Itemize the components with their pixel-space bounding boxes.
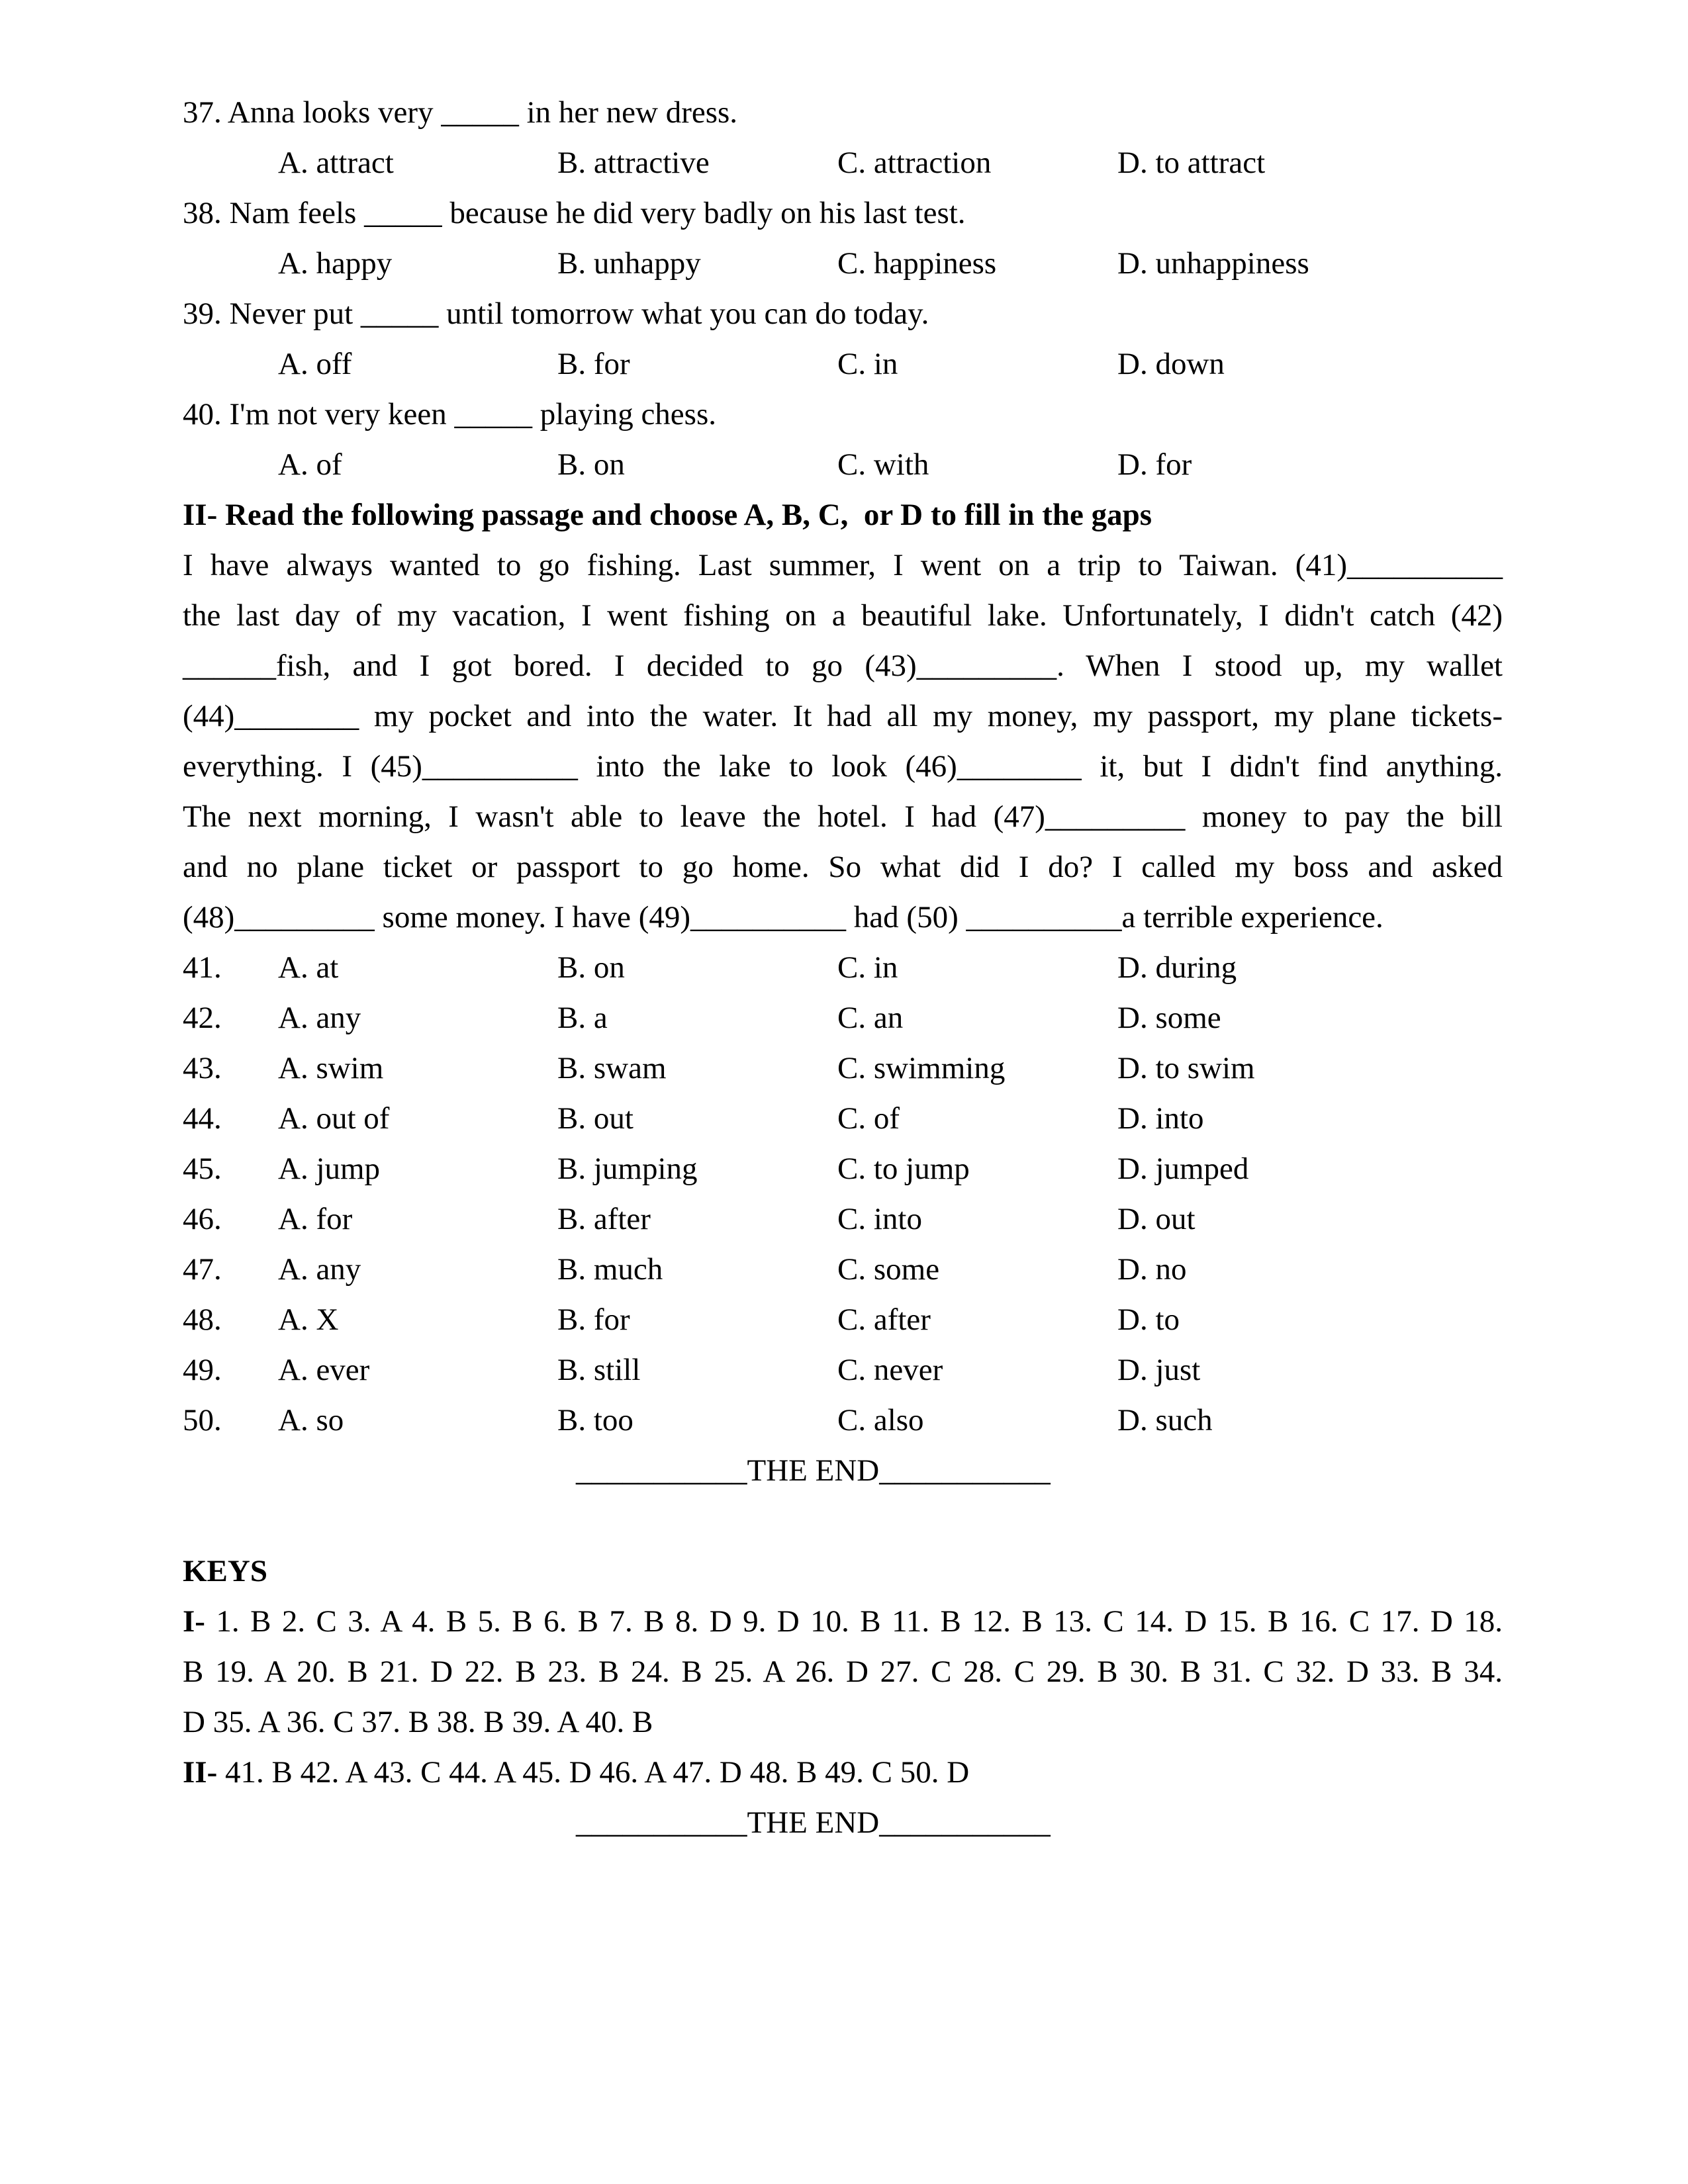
question-38-stem: 38. Nam feels _____ because he did very badly on his last test. [183,196,966,230]
item-48-option-b: B. for [557,1302,630,1337]
item-43-number: 43. [183,1051,222,1085]
item-41-option-b: B. on [557,950,625,985]
question-38-option-b: B. unhappy [557,246,701,281]
item-41-option-c: C. in [837,950,898,985]
section-2-heading: II- Read the following passage and choose A, B, C, or D to fill in the gaps [183,498,1152,532]
question-39-option-d: D. down [1117,347,1225,381]
question-40-option-b: B. on [557,447,625,482]
question-39-option-c: C. in [837,347,898,381]
passage-line: (44)________ my pocket and into the water. It had all my money, my passport, my plane tickets- [183,699,1503,733]
item-49-number: 49. [183,1353,222,1387]
passage-line: ______fish, and I got bored. I decided to go (43)_________. When I stood up, my wallet [183,649,1503,683]
item-47-option-a: A. any [278,1252,361,1287]
item-42-option-b: B. a [557,1001,608,1035]
keys-part-1-text: 1. B 2. C 3. A 4. B 5. B 6. B 7. B 8. D 9. D 10. B 11. B 12. B 13. C 14. D 15. B 16. C 17. D 18. [205,1604,1503,1639]
passage-line: and no plane ticket or passport to go home. So what did I do? I called my boss and asked [183,850,1503,884]
keys-part-2-text: 41. B 42. A 43. C 44. A 45. D 46. A 47. D 48. B 49. C 50. D [217,1755,970,1790]
item-47-number: 47. [183,1252,222,1287]
item-49-option-b: B. still [557,1353,641,1387]
keys-part-1-label: I- [183,1604,205,1639]
question-40-option-d: D. for [1117,447,1192,482]
passage-line: I have always wanted to go fishing. Last summer, I went on a trip to Taiwan. (41)__________ [183,548,1503,582]
item-50-option-c: C. also [837,1403,924,1437]
item-42-option-d: D. some [1117,1001,1221,1035]
item-47-option-c: C. some [837,1252,940,1287]
question-40-option-a: A. of [278,447,342,482]
item-42-option-c: C. an [837,1001,904,1035]
keys-title: KEYS [183,1554,267,1588]
item-42-option-a: A. any [278,1001,361,1035]
item-41-option-a: A. at [278,950,339,985]
question-38-option-a: A. happy [278,246,393,281]
passage-line: The next morning, I wasn't able to leave the hotel. I had (47)_________ money to pay the bill [183,799,1503,834]
item-50-option-d: D. such [1117,1403,1213,1437]
item-47-option-b: B. much [557,1252,663,1287]
question-37-option-a: A. attract [278,146,394,180]
item-43-option-b: B. swam [557,1051,667,1085]
the-end-marker: ___________THE END___________ [576,1453,1051,1488]
question-38-option-d: D. unhappiness [1117,246,1309,281]
item-46-option-d: D. out [1117,1202,1196,1236]
keys-part-1-line: D 35. A 36. C 37. B 38. B 39. A 40. B [183,1705,653,1739]
question-40-option-c: C. with [837,447,929,482]
item-44-option-d: D. into [1117,1101,1204,1136]
item-45-option-a: A. jump [278,1152,381,1186]
item-48-option-a: A. X [278,1302,339,1337]
item-48-option-c: C. after [837,1302,931,1337]
item-50-number: 50. [183,1403,222,1437]
item-44-number: 44. [183,1101,222,1136]
item-45-option-c: C. to jump [837,1152,970,1186]
question-37-option-b: B. attractive [557,146,710,180]
passage-line: the last day of my vacation, I went fishing on a beautiful lake. Unfortunately, I didn't catch (42) [183,598,1503,633]
keys-part-2-line [183,1752,969,1792]
item-41-number: 41. [183,950,222,985]
item-48-option-d: D. to [1117,1302,1180,1337]
item-46-number: 46. [183,1202,222,1236]
keys-part-1-line [183,1602,1503,1641]
question-39-stem: 39. Never put _____ until tomorrow what you can do today. [183,296,929,331]
question-37-stem: 37. Anna looks very _____ in her new dress. [183,95,738,130]
item-43-option-c: C. swimming [837,1051,1006,1085]
item-49-option-a: A. ever [278,1353,370,1387]
keys-part-1-line: B 19. A 20. B 21. D 22. B 23. B 24. B 25. A 26. D 27. C 28. C 29. B 30. B 31. C 32. D 33. B 34. [183,1655,1503,1689]
the-end-marker: ___________THE END___________ [576,1805,1051,1840]
item-45-option-b: B. jumping [557,1152,698,1186]
passage-line: (48)_________ some money. I have (49)__________ had (50) __________a terrible experience. [183,900,1383,934]
item-46-option-c: C. into [837,1202,922,1236]
question-37-option-d: D. to attract [1117,146,1266,180]
item-48-number: 48. [183,1302,222,1337]
item-41-option-d: D. during [1117,950,1237,985]
item-47-option-d: D. no [1117,1252,1187,1287]
item-46-option-b: B. after [557,1202,651,1236]
item-50-option-b: B. too [557,1403,633,1437]
item-49-option-c: C. never [837,1353,943,1387]
question-38-option-c: C. happiness [837,246,997,281]
item-45-number: 45. [183,1152,222,1186]
question-39-option-a: A. off [278,347,352,381]
passage-line: everything. I (45)__________ into the lake to look (46)________ it, but I didn't find anything. [183,749,1503,784]
item-49-option-d: D. just [1117,1353,1201,1387]
item-46-option-a: A. for [278,1202,353,1236]
question-37-option-c: C. attraction [837,146,992,180]
item-50-option-a: A. so [278,1403,344,1437]
item-43-option-a: A. swim [278,1051,384,1085]
item-43-option-d: D. to swim [1117,1051,1255,1085]
question-40-stem: 40. I'm not very keen _____ playing chess. [183,397,716,432]
item-44-option-b: B. out [557,1101,633,1136]
item-42-number: 42. [183,1001,222,1035]
item-44-option-a: A. out of [278,1101,390,1136]
keys-part-2-label: II- [183,1755,218,1790]
item-45-option-d: D. jumped [1117,1152,1249,1186]
question-39-option-b: B. for [557,347,630,381]
item-44-option-c: C. of [837,1101,900,1136]
